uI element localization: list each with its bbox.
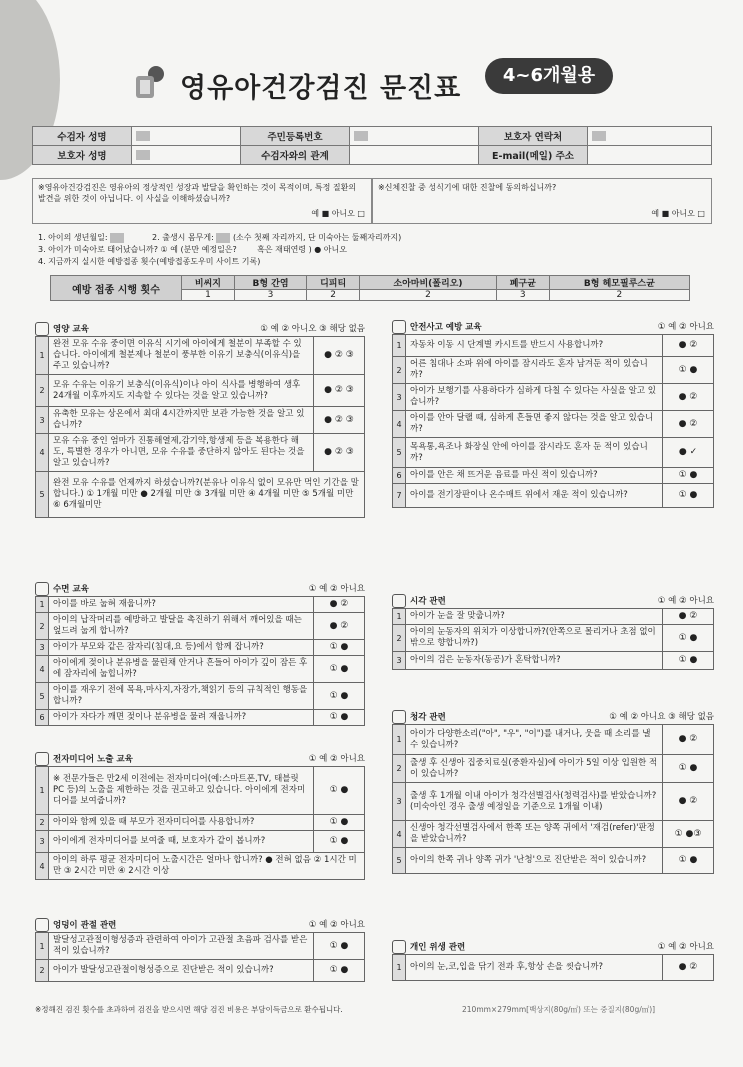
question-number: 7 xyxy=(393,484,406,508)
question-row xyxy=(393,783,714,821)
question-text: 목욕통,욕조나 화장실 안에 아이를 잠시라도 혼자 둔 적이 있습니까? xyxy=(406,438,663,468)
relation-value xyxy=(350,146,479,165)
question-row xyxy=(36,640,365,656)
answer-cell[interactable]: ● ② xyxy=(663,384,714,411)
question-row xyxy=(36,683,365,710)
question-table xyxy=(392,954,714,981)
answer-cell[interactable]: ① ● xyxy=(663,484,714,508)
answer-cell[interactable]: ● ② xyxy=(663,609,714,625)
question-number: 3 xyxy=(393,783,406,821)
answer-cell[interactable]: ① ● xyxy=(314,831,365,853)
answer-cell[interactable]: ● ② xyxy=(663,783,714,821)
age-badge: 4~6개월용 xyxy=(485,58,613,94)
section-icon xyxy=(392,940,406,954)
premature-question: 3. 아이가 미숙아로 태어났습니까? ① 예 (분만 예정일은? xyxy=(38,245,237,254)
answer-cell[interactable]: ● ② xyxy=(663,411,714,438)
vaccination-label: 예방 접종 시행 횟수 xyxy=(51,276,182,301)
question-number: 6 xyxy=(36,710,49,726)
question-number: 1 xyxy=(393,955,406,981)
vacc-count[interactable]: 3 xyxy=(234,290,306,301)
question-number: 4 xyxy=(36,853,49,880)
question-row xyxy=(393,955,714,981)
footer-note: ※정해진 검진 횟수를 초과하여 검진을 받으시면 해당 검진 비용은 부담이득금으로 환수됩니다. xyxy=(35,1005,343,1014)
section-header xyxy=(392,320,714,334)
answer-cell[interactable]: ● ② xyxy=(663,725,714,755)
question-text: 발달성고관절이형성증과 관련하여 아이가 고관절 초음파 검사를 받은 적이 있습니까? xyxy=(49,933,314,960)
section-title: 청각 관련 xyxy=(410,712,446,723)
question-number: 3 xyxy=(393,652,406,670)
question-row xyxy=(36,960,365,982)
question-number: 1 xyxy=(36,933,49,960)
question-row xyxy=(393,484,714,508)
question-text: ※ 전문가들은 만2세 이전에는 전자미디어(예:스마트폰,TV, 태블릿PC 등)의 노출을 제한하는 것을 권고하고 있습니다. 아이에게 전자미디어를 보여줍니까? xyxy=(49,767,314,815)
section-media xyxy=(35,752,365,880)
question-text: 아이와 함께 있을 때 부모가 전자미디어를 사용합니까? xyxy=(49,815,314,831)
question-row xyxy=(393,652,714,670)
vacc-count[interactable]: 2 xyxy=(549,290,689,301)
question-number: 2 xyxy=(36,375,49,407)
answer-cell[interactable]: ① ● xyxy=(314,815,365,831)
question-text: 아이의 하루 평균 전자미디어 노출시간은 얼마나 합니까? ● 전혀 없음 ② 1시간 미만 ③ 2시간 미만 ④ 2시간 이상 xyxy=(49,853,365,880)
question-row xyxy=(36,853,365,880)
section-nutrition xyxy=(35,322,365,518)
question-number: 3 xyxy=(36,640,49,656)
relation-label: 수검자와의 관계 xyxy=(241,146,350,165)
answer-cell[interactable]: ① ● xyxy=(663,755,714,783)
id-value xyxy=(350,127,479,146)
question-row xyxy=(36,767,365,815)
question-text: 아이의 납작머리를 예방하고 발달을 촉진하기 위해서 깨어있을 때는 엎드려 눕게 합니까? xyxy=(49,613,314,640)
question-row xyxy=(393,335,714,357)
vacc-count[interactable]: 3 xyxy=(496,290,549,301)
section-hearing xyxy=(392,710,714,874)
question-text: 아이가 부모와 같은 잠자리(침대,요 등)에서 함께 잡니까? xyxy=(49,640,314,656)
question-row xyxy=(393,755,714,783)
question-number: 5 xyxy=(36,472,49,518)
question-text: 모유 수유는 이유기 보충식(이유식)이나 아이 식사를 병행하여 생후 24개월 이후까지도 지속할 수 있다는 것을 알고 있습니까? xyxy=(49,375,314,407)
gestation-label: 혹은 재태연령 xyxy=(257,245,307,254)
vacc-header: 소아마비(폴리오) xyxy=(360,276,497,290)
answer-cell[interactable]: ① ● xyxy=(663,848,714,874)
question-table xyxy=(392,724,714,874)
question-row xyxy=(393,609,714,625)
question-text: 아이가 다양한소리("아", "우", "이")를 내거나, 웃을 때 소리를 낼 수 있습니까? xyxy=(406,725,663,755)
question-row xyxy=(393,438,714,468)
answer-cell[interactable]: ① ● xyxy=(314,656,365,683)
question-text: 아이를 바로 눕혀 재웁니까? xyxy=(49,597,314,613)
question-number: 5 xyxy=(393,438,406,468)
name-label: 수검자 성명 xyxy=(33,127,132,146)
section-title: 엉덩이 관절 관련 xyxy=(53,920,117,931)
answer-cell[interactable]: ① ● xyxy=(314,933,365,960)
question-number: 1 xyxy=(36,597,49,613)
answer-cell[interactable]: ● ② ③ xyxy=(314,434,365,472)
answer-legend: ① 예 ② 아니요 xyxy=(308,920,365,930)
vacc-header: B형 간염 xyxy=(234,276,306,290)
section-icon xyxy=(392,594,406,608)
vacc-count[interactable]: 2 xyxy=(360,290,497,301)
question-row xyxy=(36,831,365,853)
section-icon xyxy=(35,322,49,336)
guardian-label: 보호자 성명 xyxy=(33,146,132,165)
answer-cell[interactable]: ① ●③ xyxy=(663,821,714,848)
question-number: 3 xyxy=(393,384,406,411)
question-row xyxy=(36,656,365,683)
section-title: 개인 위생 관련 xyxy=(410,942,466,953)
question-text: 신생아 청각선별검사에서 한쪽 또는 양쪽 귀에서 '재검(refer)'판정을 받았습니까? xyxy=(406,821,663,848)
section-vision xyxy=(392,594,714,670)
section-header xyxy=(35,322,365,336)
answer-cell[interactable]: ① ● xyxy=(663,625,714,652)
section-header xyxy=(392,710,714,724)
question-text: 유축한 모유는 상온에서 최대 4시간까지만 보관 가능한 것을 알고 있습니까? xyxy=(49,407,314,434)
question-row xyxy=(36,337,365,375)
question-text: 아이를 안은 채 뜨거운 음료를 마신 적이 있습니까? xyxy=(406,468,663,484)
question-row xyxy=(393,357,714,384)
question-text: 모유 수유 중인 엄마가 진통해열제,감기약,항생제 등을 복용한다 해도, 특별한 경우가 아니면, 모유 수유를 중단하지 않아도 된다는 것을 알고 있습니까? xyxy=(49,434,314,472)
consent-right-text: ※신체진찰 중 성식기에 대한 진찰에 동의하십니까? xyxy=(378,183,557,192)
question-number: 1 xyxy=(36,767,49,815)
answer-cell[interactable]: ● ② ③ xyxy=(314,337,365,375)
redacted-mark xyxy=(136,131,150,141)
section-title: 영양 교육 xyxy=(53,324,89,335)
question-row xyxy=(393,384,714,411)
phone-label: 보호자 연락처 xyxy=(479,127,588,146)
email-label: E-mail(메일) 주소 xyxy=(479,146,588,165)
question-row xyxy=(393,848,714,874)
question-number: 2 xyxy=(36,815,49,831)
consent-right-answer[interactable]: 예 ■ 아니오 □ xyxy=(651,209,705,218)
answer-cell[interactable]: ● ② xyxy=(663,955,714,981)
question-row xyxy=(36,375,365,407)
question-text: 완전 모유 수유 중이면 이유식 시기에 아이에게 철분이 부족할 수 있습니다. 아이에게 철분제나 철분이 풍부한 이유기 보충식(이유식)을 주고 있습니까? xyxy=(49,337,314,375)
question-number: 4 xyxy=(393,411,406,438)
vaccination-table xyxy=(50,275,690,301)
question-number: 2 xyxy=(36,613,49,640)
vaccination-intro: 4. 지금까지 실시한 예방접종 횟수(예방접종도우미 사이트 기록) xyxy=(38,257,261,266)
question-row xyxy=(393,411,714,438)
section-icon xyxy=(35,582,49,596)
vacc-header: B형 헤모필루스균 xyxy=(549,276,689,290)
question-table xyxy=(392,334,714,508)
birthweight-label: 2. 출생시 몸무게: xyxy=(152,233,214,242)
question-number: 5 xyxy=(36,683,49,710)
question-text: 아이가 눈을 잘 맞춥니까? xyxy=(406,609,663,625)
question-text: 아이의 검은 눈동자(동공)가 혼탁합니까? xyxy=(406,652,663,670)
question-text: 완전 모유 수유를 언제까지 하셨습니까?(분유나 이유식 없이 모유만 먹인 기간을 말합니다.) ① 1개월 미만 ● 2개월 미만 ③ 3개월 미만 ④ 4개월 미만 ⑤ 5개월 미만 ⑥ 6개월미만 xyxy=(49,472,365,518)
section-header xyxy=(35,582,365,596)
question-number: 2 xyxy=(393,755,406,783)
section-title: 안전사고 예방 교육 xyxy=(410,322,482,333)
question-text: 아이가 보행기를 사용하다가 심하게 다칠 수 있다는 사실을 알고 있습니까? xyxy=(406,384,663,411)
answer-cell[interactable]: ● ② xyxy=(314,613,365,640)
question-row xyxy=(36,407,365,434)
question-number: 2 xyxy=(36,960,49,982)
question-row xyxy=(393,468,714,484)
section-title: 전자미디어 노출 교육 xyxy=(53,754,133,765)
consent-left-text: ※영유아건강검진은 영유아의 정상적인 성장과 발달을 확인하는 것이 목적이며, 특정 질환의 발견을 위한 것이 아닙니다. 이 사실을 이해하셨습니까? xyxy=(38,183,357,203)
question-number: 3 xyxy=(36,407,49,434)
consent-left-answer[interactable]: 예 ■ 아니오 □ xyxy=(311,209,365,218)
question-number: 1 xyxy=(393,335,406,357)
question-number: 2 xyxy=(393,625,406,652)
question-row xyxy=(36,613,365,640)
answer-cell[interactable]: ① ● xyxy=(314,710,365,726)
question-text: 아이를 전기장판이나 온수매트 위에서 재운 적이 있습니까? xyxy=(406,484,663,508)
section-hygiene xyxy=(392,940,714,981)
section-icon xyxy=(35,918,49,932)
section-sleep xyxy=(35,582,365,726)
header xyxy=(120,58,740,108)
question-text: 아이의 눈,코,입을 닦기 전과 후,항상 손을 씻습니까? xyxy=(406,955,663,981)
question-table xyxy=(35,932,365,982)
redacted-mark xyxy=(110,233,124,243)
question-number: 4 xyxy=(393,821,406,848)
redacted-mark xyxy=(216,233,230,243)
question-text: 아이의 한쪽 귀나 양쪽 귀가 '난청'으로 진단받은 적이 있습니까? xyxy=(406,848,663,874)
redacted-mark xyxy=(354,131,368,141)
question-text: 출생 후 1개월 이내 아이가 청각선별검사(청력검사)를 받았습니까?(미숙아인 경우 출생 예정일을 기준으로 1개월 이내) xyxy=(406,783,663,821)
redacted-mark xyxy=(592,131,606,141)
answer-cell[interactable]: ● ② ③ xyxy=(314,375,365,407)
answer-legend: ① 예 ② 아니요 xyxy=(657,942,714,952)
question-row xyxy=(36,472,365,518)
question-table xyxy=(35,596,365,726)
question-row xyxy=(393,725,714,755)
id-label: 주민등록번호 xyxy=(241,127,350,146)
section-title: 시각 관련 xyxy=(410,596,446,607)
answer-legend: ① 예 ② 아니요 xyxy=(308,584,365,594)
birthdate-label: 1. 아이의 생년월일: xyxy=(38,233,108,242)
vacc-header: 디피티 xyxy=(307,276,360,290)
question-row xyxy=(36,597,365,613)
consent-left xyxy=(32,178,372,224)
section-header xyxy=(392,594,714,608)
question-text: 자동차 이동 시 단계별 카시트를 반드시 사용합니까? xyxy=(406,335,663,357)
question-text: 아이의 눈동자의 위치가 이상합니까?(안쪽으로 몰리거나 초점 없이 밖으로 향합니까?) xyxy=(406,625,663,652)
question-table xyxy=(35,766,365,880)
question-table xyxy=(392,608,714,670)
answer-cell[interactable]: ① ● xyxy=(314,767,365,815)
answer-cell[interactable]: ● ② xyxy=(663,335,714,357)
section-title: 수면 교육 xyxy=(53,584,89,595)
question-row xyxy=(36,710,365,726)
question-number: 5 xyxy=(393,848,406,874)
question-text: 아이에게 젖이나 분유병을 물린채 안거나 흔들어 아이가 깊이 잠든 후에 잠자리에 눕힙니까? xyxy=(49,656,314,683)
question-number: 3 xyxy=(36,831,49,853)
question-text: 아이를 재우기 전에 목욕,마사지,자장가,책읽기 등의 규칙적인 행동을 합니까? xyxy=(49,683,314,710)
redacted-mark xyxy=(136,150,150,160)
email-value xyxy=(588,146,712,165)
question-text: 어른 침대나 소파 위에 아이를 잠시라도 혼자 남겨둔 적이 있습니까? xyxy=(406,357,663,384)
question-row xyxy=(393,821,714,848)
vacc-count[interactable]: 2 xyxy=(307,290,360,301)
vacc-header: 폐구균 xyxy=(496,276,549,290)
section-header xyxy=(35,918,365,932)
vacc-count[interactable]: 1 xyxy=(182,290,235,301)
answer-legend: ① 예 ② 아니요 ③ 해당 없음 xyxy=(609,712,714,722)
answer-cell[interactable]: ① ● xyxy=(314,683,365,710)
answer-cell[interactable]: ① ● xyxy=(663,357,714,384)
answer-cell[interactable]: ① ● xyxy=(314,960,365,982)
section-safety xyxy=(392,320,714,508)
birthweight-note: (소수 첫째 자리까지, 단 미숙아는 둘째자리까지) xyxy=(232,233,402,242)
section-icon xyxy=(35,752,49,766)
section-header xyxy=(392,940,714,954)
question-row xyxy=(36,815,365,831)
question-number: 2 xyxy=(393,357,406,384)
premature-answer[interactable]: ) ● 아니오 xyxy=(308,245,347,254)
question-number: 4 xyxy=(36,656,49,683)
question-number: 6 xyxy=(393,468,406,484)
question-number: 1 xyxy=(393,725,406,755)
section-hip xyxy=(35,918,365,982)
question-row xyxy=(36,933,365,960)
question-text: 출생 후 신생아 집중치료실(중환자실)에 아이가 5일 이상 입원한 적이 있습니까? xyxy=(406,755,663,783)
answer-legend: ① 예 ② 아니요 xyxy=(657,596,714,606)
basic-info xyxy=(38,232,401,268)
vacc-header: 비씨지 xyxy=(182,276,235,290)
question-number: 1 xyxy=(393,609,406,625)
question-row xyxy=(393,625,714,652)
answer-cell[interactable]: ① ● xyxy=(663,468,714,484)
footer-paper-spec: 210mm×279mm[백상지(80g/㎡) 또는 중질지(80g/㎡)] xyxy=(462,1005,656,1014)
answer-cell[interactable]: ● ② ③ xyxy=(314,407,365,434)
question-text: 아이를 안아 달랠 때, 심하게 흔들면 좋지 않다는 것을 알고 있습니까? xyxy=(406,411,663,438)
consent-right xyxy=(372,178,712,224)
question-row xyxy=(36,434,365,472)
baby-icon xyxy=(130,62,170,102)
answer-cell[interactable]: ① ● xyxy=(663,652,714,670)
answer-legend: ① 예 ② 아니오 ③ 해당 없음 xyxy=(260,324,365,334)
section-icon xyxy=(392,710,406,724)
question-text: 아이가 발달성고관절이형성증으로 진단받은 적이 있습니까? xyxy=(49,960,314,982)
question-text: 아이에게 전자미디어를 보여줄 때, 보호자가 같이 봅니까? xyxy=(49,831,314,853)
question-number: 4 xyxy=(36,434,49,472)
answer-legend: ① 예 ② 아니요 xyxy=(657,322,714,332)
info-table xyxy=(32,126,712,165)
answer-legend: ① 예 ② 아니요 xyxy=(308,754,365,764)
page-title: 영유아건강검진 문진표 xyxy=(180,73,462,104)
section-icon xyxy=(392,320,406,334)
answer-cell[interactable]: ● ✓ xyxy=(663,438,714,468)
section-header xyxy=(35,752,365,766)
question-table xyxy=(35,336,365,518)
question-number: 1 xyxy=(36,337,49,375)
name-value xyxy=(132,127,241,146)
answer-cell[interactable]: ① ● xyxy=(314,640,365,656)
answer-cell[interactable]: ● ② xyxy=(314,597,365,613)
phone-value xyxy=(588,127,712,146)
question-text: 아이가 자다가 깨면 젖이나 분유병을 물려 재웁니까? xyxy=(49,710,314,726)
guardian-value xyxy=(132,146,241,165)
